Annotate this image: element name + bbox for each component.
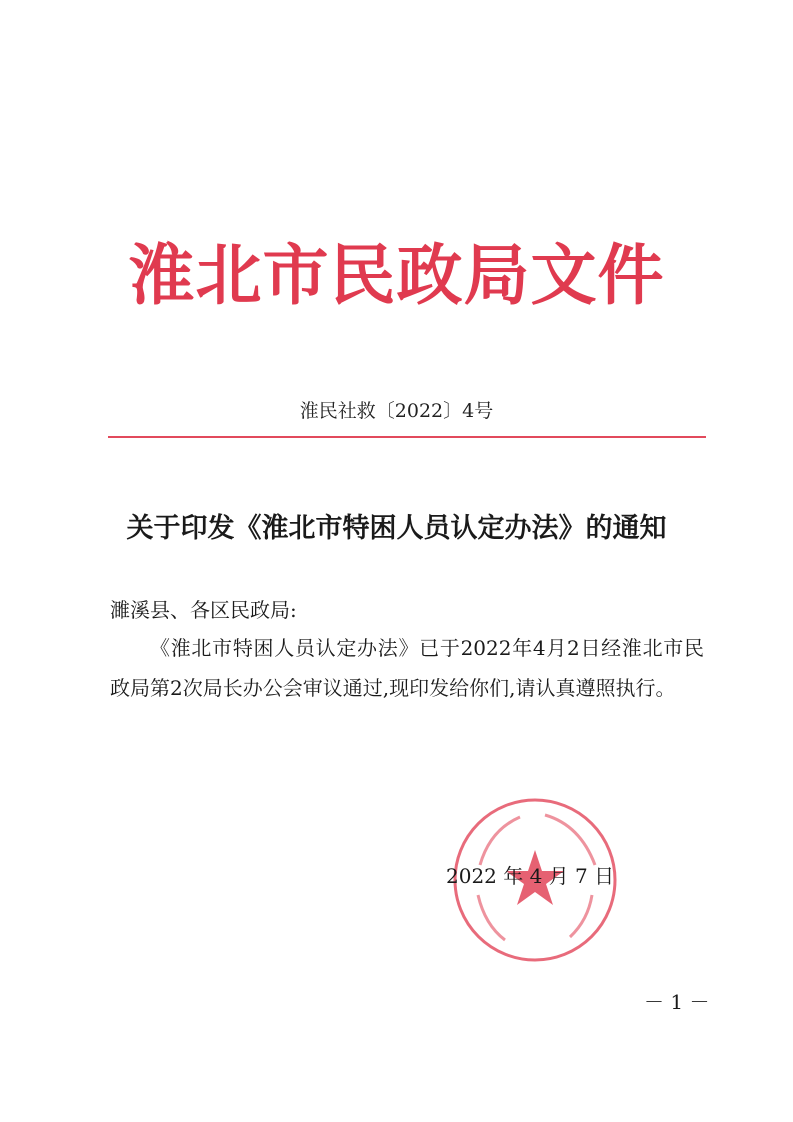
seal-lettering-mark [570,895,592,937]
signature-date: 2022 年 4 月 7 日 [446,864,615,888]
body-paragraph: 《淮北市特困人员认定办法》已于2022年4月2日经淮北市民政局第2次局长办公会审议通过,现印发给你们,请认真遵照执行。 [110,636,704,700]
addressee-line: 濉溪县、各区民政局: [110,598,297,622]
notice-title: 关于印发《淮北市特困人员认定办法》的通知 [126,513,667,544]
red-divider-line [108,436,706,438]
issuer-header-title: 淮北市民政局文件 [128,237,665,314]
page-number: － 1 － [644,990,710,1014]
document-number: 淮民社救〔2022〕4号 [299,400,494,422]
seal-lettering-mark [480,817,520,865]
seal-lettering-mark [478,895,505,940]
seal-lettering-mark [545,815,595,865]
